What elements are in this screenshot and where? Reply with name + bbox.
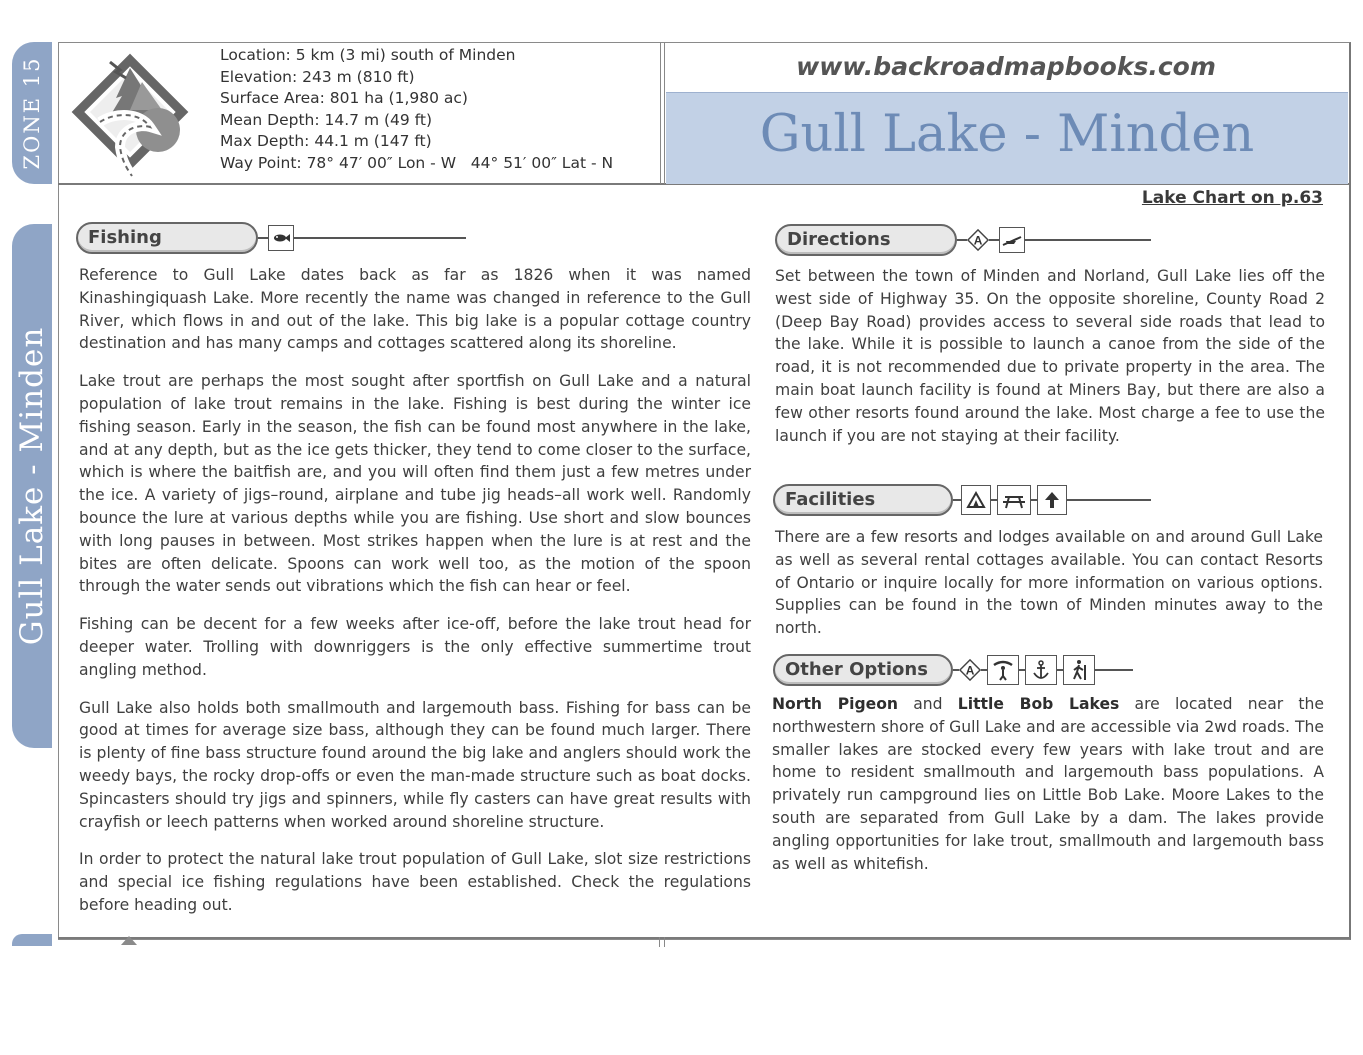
road-a-icon [959, 659, 981, 681]
facilities-header [773, 484, 1151, 516]
fishing-header [76, 222, 466, 254]
lake-title-tab [12, 224, 52, 748]
little-bob-lakes-label: Little Bob Lakes [957, 695, 1120, 713]
other-options-paragraph [772, 693, 1324, 875]
facilities-paragraph: There are a few resorts and lodges available on and around Gull Lake as well as several rental cottages available. You can contact Resorts of Ontario or inquire locally for more information on various options. Supplies can be found in the town of Minden minutes away to the north. [775, 528, 1323, 638]
hiking-icon [1063, 655, 1095, 685]
stat-location: Location: 5 km (3 mi) south of Minden [220, 46, 516, 64]
heading-rule [1067, 499, 1151, 501]
zone-tab [12, 42, 52, 184]
cottage-icon [1037, 485, 1067, 515]
footer-tick [659, 937, 665, 947]
stat-elevation: Elevation: 243 m (810 ft) [220, 67, 415, 86]
fishing-paragraph-2: Lake trout are perhaps the most sought after sportfish on Gull Lake and a natural population of lake trout remains in the lake. Fishing is best during the winter ice fishing season. Early in the season, the fish can be found most anywhere in the lake, and at any depth, but as the ice gets thicker, they tend to come closer to the surface, which is where the baitfish are, and you will often find them just a few metres under the ice. A variety of jigs–round, airplane and tube jig heads–all work well. Randomly bounce the lure at various depths while you are fishing. Use short and slow bounces with long pauses in between. Most strikes happen when the lure is at rest and the bites are often delicate. Spoons can work well too, as the motion of the spoon through the water sends out vibrations which the fish can hear or feel. [79, 372, 751, 596]
picnic-table-icon [997, 485, 1031, 515]
directions-header [775, 224, 1151, 256]
connector [953, 499, 961, 501]
connector [957, 239, 967, 241]
stat-surface-area: Surface Area: 801 ha (1,980 ac) [220, 89, 468, 107]
stat-way-point: Way Point: 78° 47′ 00″ Lon - W 44° 51′ 00″ Lat - N [220, 153, 614, 172]
stat-max-depth: Max Depth: 44.1 m (147 ft) [220, 132, 432, 150]
fishing-paragraph-5: In order to protect the natural lake trout population of Gull Lake, slot size restrictions and special ice fishing regulations have been established. Check the regulations before heading out. [79, 850, 751, 914]
page-title: Gull Lake - Minden [759, 105, 1255, 164]
road-a-badge: A [973, 233, 983, 248]
road-a-badge: A [965, 663, 975, 678]
heading-rule [1025, 239, 1151, 241]
other-options-header [773, 654, 1133, 686]
connector [258, 237, 268, 239]
fishing-paragraph-1: Reference to Gull Lake dates back as far as 1826 when it was named Kinashingiquash Lake. More recently the name was changed in reference to the Gull River, which flows in and out of the lake. This big lake is a popular cottage country destination and has many camps and cottages scattered along its shoreline. [79, 266, 751, 353]
lake-stats [220, 45, 613, 174]
campsite-icon [961, 485, 991, 515]
fishing-paragraph-3: Fishing can be decent for a few weeks after ice-off, before the lake trout head for deeper water. Trolling with downriggers is the only effective summertime trout angling method. [79, 615, 751, 679]
directions-heading: Directions [775, 224, 957, 256]
title-band [666, 92, 1348, 184]
directions-body [775, 265, 1325, 447]
connector [989, 239, 999, 241]
directions-paragraph: Set between the town of Minden and Norland, Gull Lake lies off the west side of Highway 35. On the opposite shoreline, County Road 2 (Deep Bay Road) provides access to several side roads that lead to the lake. While it is possible to launch a canoe from the side of the road, it is not recommended due to private property in the area. The main boat launch facility is found at Miners Bay, but there are also a few other resorts found around the lake. Most charge a fee to use the launch if you are not staying at their facility. [775, 267, 1325, 445]
road-a-icon [967, 229, 989, 251]
fishing-heading: Fishing [76, 222, 258, 254]
other-options-text-2: are located near the northwestern shore of Gull Lake and are accessible via 2wd roads. The smaller lakes are stocked every few years with lake trout and are home to resident smallmouth and largemouth bass populations. A privately run campground lies on Little Bob Lake. Moore Lakes to the south are separated from Gull Lake by a dam. The lakes provide angling opportunities for lake trout, smallmouth and largemouth bass as well as whitefish. [772, 695, 1325, 873]
footer-divider [58, 937, 1350, 939]
fishing-paragraph-4: Gull Lake also holds both smallmouth and largemouth bass. Fishing for bass can be good at times for average size bass, although they can be found much larger. There is plenty of fine bass structure found around the big lake and anglers should work the weedy bays, the rocky drop-offs or even the man-made structure such as boat docks. Spincasters should try jigs and spinners, while fly casters can have great results with crayfish or leech patterns when worked around shoreline structure. [79, 698, 751, 831]
heading-rule [294, 237, 466, 239]
website-url[interactable]: www.backroadmapbooks.com [796, 52, 1216, 81]
lake-title-vertical: Gull Lake - Minden [14, 326, 50, 646]
heading-rule [1095, 669, 1133, 671]
stat-mean-depth: Mean Depth: 14.7 m (49 ft) [220, 110, 432, 129]
boat-launch-icon [999, 227, 1025, 253]
facilities-heading: Facilities [773, 484, 953, 516]
fishing-body [79, 264, 751, 917]
other-options-body [772, 693, 1324, 875]
lake-logo-icon [70, 52, 190, 182]
other-options-heading: Other Options [773, 654, 953, 686]
north-pigeon-label: North Pigeon [772, 695, 899, 713]
bottom-tab [12, 934, 52, 946]
facilities-body [775, 526, 1323, 640]
fish-icon [268, 225, 294, 251]
lake-chart-link[interactable]: Lake Chart on p.63 [1141, 188, 1323, 208]
footer-triangle-icon [121, 936, 137, 945]
anchor-icon [1025, 655, 1057, 685]
zone-label: ZONE 15 [20, 56, 44, 170]
other-options-text-1: and [898, 695, 958, 713]
canoe-portage-icon [987, 655, 1019, 685]
